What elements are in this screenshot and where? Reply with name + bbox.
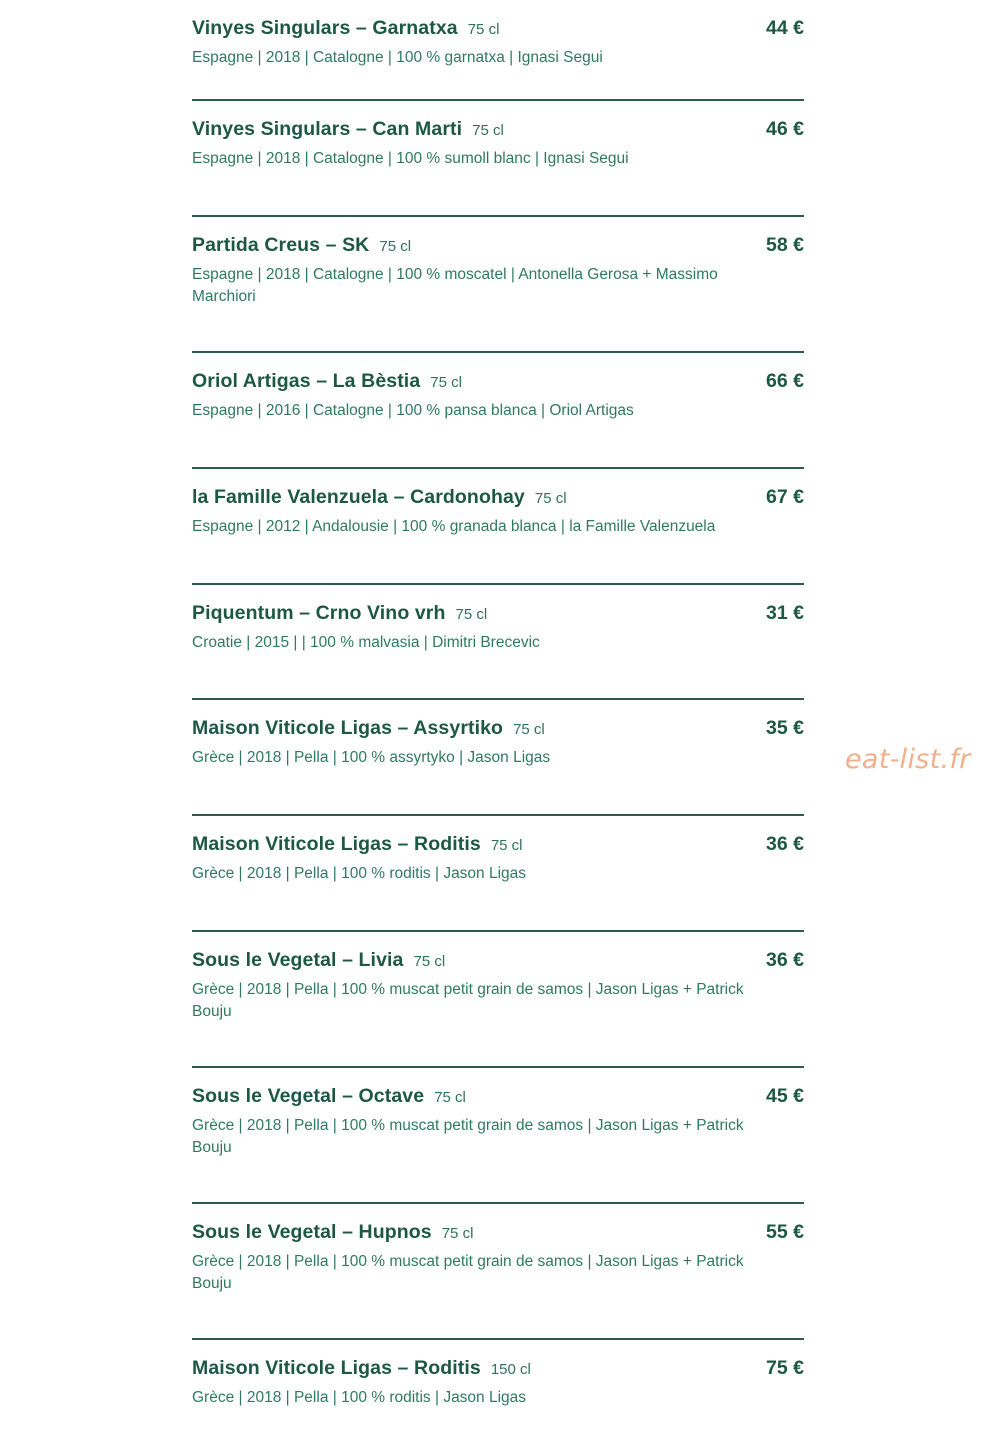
wine-item bbox=[192, 469, 804, 583]
wine-name: Maison Viticole Ligas – Roditis bbox=[192, 833, 481, 855]
wine-title bbox=[192, 234, 411, 257]
wine-details: Espagne | 2018 | Catalogne | 100 % garnatxa | Ignasi Segui bbox=[192, 49, 603, 66]
wine-price: 46 € bbox=[766, 118, 804, 140]
wine-volume: 75 cl bbox=[513, 721, 545, 738]
wine-price: 55 € bbox=[766, 1221, 804, 1243]
wine-name: Vinyes Singulars – Garnatxa bbox=[192, 17, 458, 39]
wine-item-header bbox=[192, 833, 804, 859]
wine-details: Espagne | 2018 | Catalogne | 100 % moscatel | Antonella Gerosa + Massimo Marchiori bbox=[192, 266, 718, 305]
wine-price: 36 € bbox=[766, 949, 804, 971]
wine-price: 58 € bbox=[766, 234, 804, 256]
wine-name: Maison Viticole Ligas – Roditis bbox=[192, 1357, 481, 1379]
wine-details: Grèce | 2018 | Pella | 100 % muscat petit grain de samos | Jason Ligas + Patrick Bouju bbox=[192, 1117, 744, 1156]
wine-name: Sous le Vegetal – Livia bbox=[192, 949, 404, 971]
wine-item-header bbox=[192, 118, 804, 144]
wine-volume: 150 cl bbox=[490, 1361, 531, 1378]
wine-name: la Famille Valenzuela – Cardonohay bbox=[192, 486, 525, 508]
wine-price: 66 € bbox=[766, 370, 804, 392]
wine-price: 45 € bbox=[766, 1085, 804, 1107]
wine-volume: 75 cl bbox=[430, 374, 462, 391]
wine-volume: 75 cl bbox=[472, 122, 504, 139]
wine-price: 31 € bbox=[766, 602, 804, 624]
wine-title bbox=[192, 17, 499, 40]
wine-item bbox=[192, 1204, 804, 1338]
wine-details: Grèce | 2018 | Pella | 100 % muscat petit grain de samos | Jason Ligas + Patrick Bouju bbox=[192, 1253, 744, 1292]
wine-item-header bbox=[192, 1221, 804, 1247]
wine-price: 36 € bbox=[766, 833, 804, 855]
wine-price: 44 € bbox=[766, 17, 804, 39]
wine-title bbox=[192, 602, 487, 625]
wine-item bbox=[192, 0, 804, 99]
wine-item bbox=[192, 700, 804, 814]
wine-item bbox=[192, 585, 804, 698]
wine-volume: 75 cl bbox=[434, 1089, 466, 1106]
wine-item bbox=[192, 816, 804, 930]
wine-name: Vinyes Singulars – Can Marti bbox=[192, 118, 463, 140]
wine-title bbox=[192, 118, 504, 141]
wine-details: Espagne | 2018 | Catalogne | 100 % sumoll blanc | Ignasi Segui bbox=[192, 150, 629, 167]
wine-volume: 75 cl bbox=[441, 1225, 474, 1242]
wine-details: Grèce | 2018 | Pella | 100 % roditis | Jason Ligas bbox=[192, 1389, 527, 1406]
wine-item-header bbox=[192, 1085, 804, 1111]
wine-price: 67 € bbox=[766, 486, 804, 508]
wine-item bbox=[192, 932, 804, 1066]
wine-name: Oriol Artigas – La Bèstia bbox=[192, 370, 421, 392]
wine-item bbox=[192, 1068, 804, 1202]
wine-title bbox=[192, 1221, 473, 1244]
wine-title bbox=[192, 1085, 466, 1108]
wine-item-header bbox=[192, 370, 804, 396]
wine-item-header bbox=[192, 1357, 804, 1383]
wine-details: Espagne | 2012 | Andalousie | 100 % granada blanca | la Famille Valenzuela bbox=[192, 518, 716, 535]
wine-item bbox=[192, 353, 804, 467]
watermark: eat-list.fr bbox=[845, 744, 971, 775]
wine-title bbox=[192, 833, 523, 856]
wine-price: 75 € bbox=[766, 1357, 804, 1379]
wine-item bbox=[192, 101, 804, 215]
wine-item-header bbox=[192, 602, 804, 628]
wine-volume: 75 cl bbox=[413, 953, 446, 970]
wine-name: Piquentum – Crno Vino vrh bbox=[192, 602, 446, 624]
wine-item-header bbox=[192, 486, 804, 512]
wine-title bbox=[192, 949, 445, 972]
wine-name: Maison Viticole Ligas – Assyrtiko bbox=[192, 717, 504, 739]
wine-item-header bbox=[192, 717, 804, 743]
wine-volume: 75 cl bbox=[379, 238, 412, 255]
wine-details: Grèce | 2018 | Pella | 100 % muscat petit grain de samos | Jason Ligas + Patrick Bouju bbox=[192, 981, 744, 1020]
wine-price: 35 € bbox=[766, 717, 804, 739]
wine-title bbox=[192, 717, 545, 740]
wine-volume: 75 cl bbox=[455, 606, 488, 623]
wine-name: Sous le Vegetal – Hupnos bbox=[192, 1221, 432, 1243]
wine-details: Grèce | 2018 | Pella | 100 % roditis | Jason Ligas bbox=[192, 865, 527, 882]
wine-item bbox=[192, 217, 804, 351]
wine-details: Espagne | 2016 | Catalogne | 100 % pansa blanca | Oriol Artigas bbox=[192, 402, 634, 419]
wine-item bbox=[192, 1340, 804, 1437]
wine-details: Croatie | 2015 | | 100 % malvasia | Dimitri Brecevic bbox=[192, 634, 540, 651]
wine-volume: 75 cl bbox=[490, 837, 523, 854]
wine-volume: 75 cl bbox=[534, 490, 567, 507]
wine-title bbox=[192, 1357, 531, 1380]
wine-title bbox=[192, 486, 567, 509]
wine-name: Sous le Vegetal – Octave bbox=[192, 1085, 425, 1107]
wine-name: Partida Creus – SK bbox=[192, 234, 370, 256]
wine-item-header bbox=[192, 17, 804, 43]
wine-item-header bbox=[192, 234, 804, 260]
wine-list bbox=[192, 0, 804, 1437]
wine-volume: 75 cl bbox=[467, 21, 500, 38]
wine-details: Grèce | 2018 | Pella | 100 % assyrtyko | Jason Ligas bbox=[192, 749, 551, 766]
wine-item-header bbox=[192, 949, 804, 975]
wine-title bbox=[192, 370, 462, 393]
